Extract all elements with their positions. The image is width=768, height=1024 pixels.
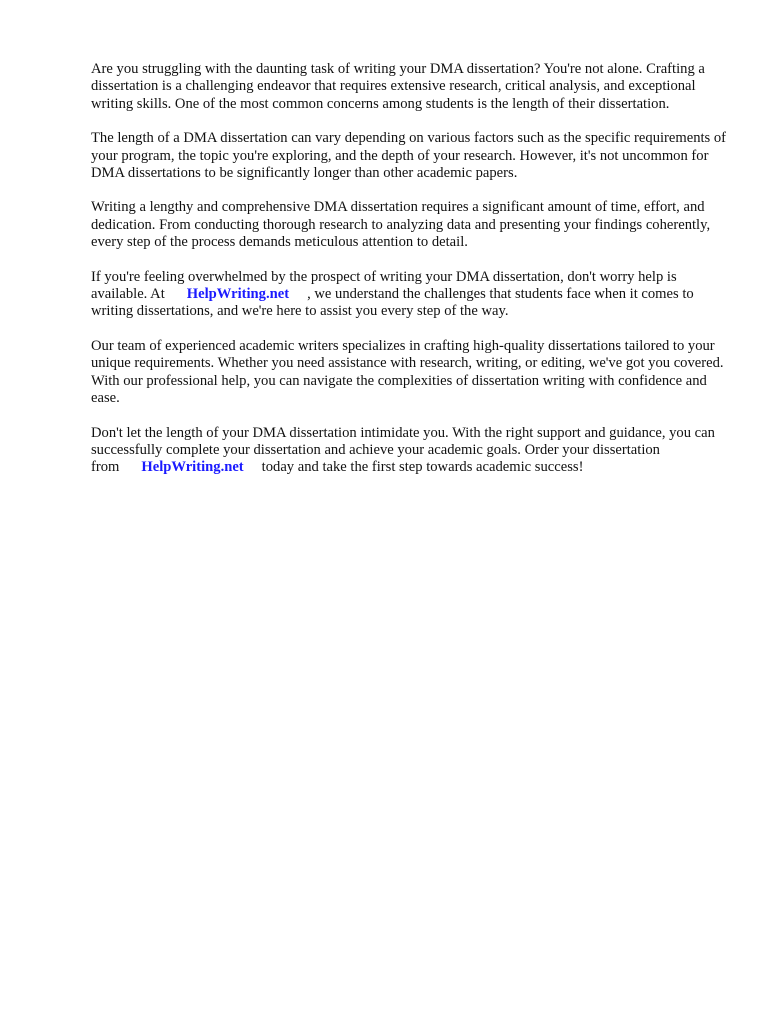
paragraph-closing	[91, 425, 727, 477]
paragraph-intro: Are you struggling with the daunting task of writing your DMA dissertation? You're not alone. Crafting a dissertation is a challenging endeavor that requires extensive research, critical analysis, and exceptional writing skills. One of the most common concerns among students is the length of their dissertation.	[91, 61, 705, 112]
helpwriting-link-order[interactable]: HelpWriting.net	[141, 459, 244, 476]
paragraph-help	[91, 269, 727, 321]
paragraph-help-text-before: If you're feeling overwhelmed by the prospect of writing your DMA dissertation, don't worry help is available. At	[91, 268, 677, 303]
paragraph-team: Our team of experienced academic writers specializes in crafting high-quality dissertations tailored to your unique requirements. Whether you need assistance with research, writing, or editing, we've got you covered. With our professional help, you can navigate the complexities of dissertation writing with confidence and ease.	[91, 337, 724, 407]
paragraph-length: The length of a DMA dissertation can vary depending on various factors such as the specific requirements of your program, the topic you're exploring, and the depth of your research. However, it's not uncommon for DMA dissertations to be significantly longer than other academic papers.	[91, 130, 727, 182]
helpwriting-link[interactable]: HelpWriting.net	[186, 286, 290, 303]
document-body	[91, 61, 727, 494]
paragraph-closing-text-before: Don't let the length of your DMA dissertation intimidate you. With the right support and guidance, you can successfully complete your dissertation and achieve your academic goals. Order your dissertation from	[91, 424, 715, 476]
paragraph-effort: Writing a lengthy and comprehensive DMA dissertation requires a significant amount of time, effort, and dedication. From conducting thorough research to analyzing data and presenting your findings coherently, every step of the process demands meticulous attention to detail.	[91, 199, 711, 251]
paragraph-help-text-after: , we understand the challenges that students face when it comes to writing dissertations, and we're here to assist you every step of the way.	[91, 286, 694, 320]
paragraph-closing-text-after: today and take the first step towards academic success!	[261, 459, 584, 476]
